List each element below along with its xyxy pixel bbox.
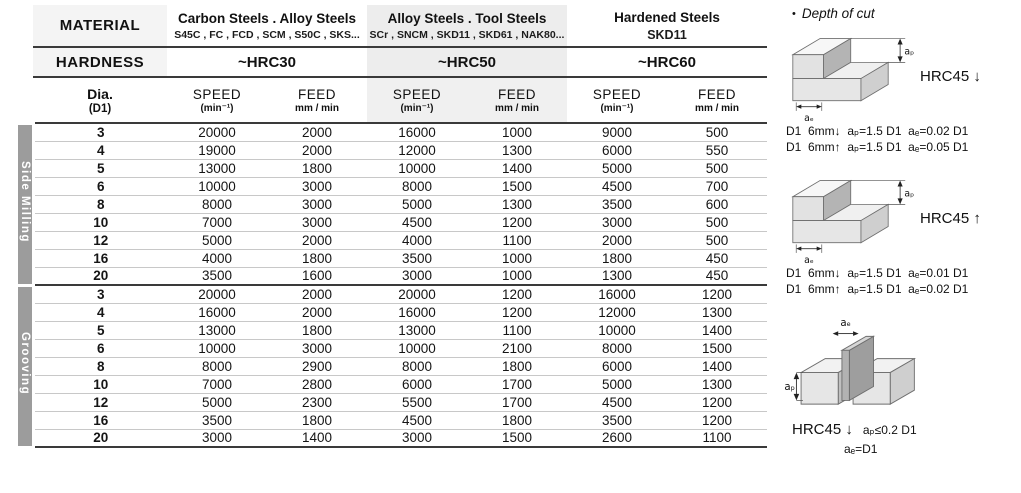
- table-row: [18, 429, 767, 447]
- grooving-section: [18, 285, 767, 447]
- table-row: [18, 267, 767, 285]
- speed-value: 16000: [167, 303, 267, 321]
- feed-value: 1100: [467, 231, 567, 249]
- ae-dimension-label: aₑ: [840, 318, 851, 330]
- feed-value: 2900: [267, 357, 367, 375]
- group-title: Hardened Steels: [614, 9, 720, 25]
- speed-value: 8000: [367, 177, 467, 195]
- dia-sub-label: (D1): [88, 102, 112, 115]
- speed-value: 13000: [167, 321, 267, 339]
- spacer: [18, 77, 33, 123]
- hrc-condition-label: HRC45 ↓: [792, 421, 853, 438]
- feed-value: 1500: [467, 177, 567, 195]
- speed-value: 10000: [167, 339, 267, 357]
- feed-value: 1800: [267, 159, 367, 177]
- table-row: [18, 393, 767, 411]
- speed-value: 20000: [167, 123, 267, 141]
- speed-value: 10000: [567, 321, 667, 339]
- hrc-condition-label: HRC45 ↑: [920, 209, 981, 227]
- table-row: [18, 375, 767, 393]
- group-subtitle: SCr , SNCM , SKD11 , SKD61 , NAK80...: [369, 28, 565, 41]
- speed-value: 6000: [567, 141, 667, 159]
- depth-of-cut-title: [792, 6, 1020, 21]
- speed-value: 8000: [167, 195, 267, 213]
- speed-value: 7000: [167, 375, 267, 393]
- feed-value: 450: [667, 249, 767, 267]
- feed-value: 1200: [467, 303, 567, 321]
- speed-value: 3000: [367, 429, 467, 447]
- feed-value: 1200: [467, 285, 567, 303]
- dia-value: 8: [33, 195, 167, 213]
- feed-value: 1300: [467, 141, 567, 159]
- feed-value: 1800: [267, 321, 367, 339]
- speed-value: 3000: [367, 267, 467, 285]
- section-label-side-milling: [18, 123, 33, 285]
- table-row: [18, 177, 767, 195]
- speed-value: 2600: [567, 429, 667, 447]
- feed-value: 1400: [667, 357, 767, 375]
- table-row: [18, 213, 767, 231]
- depth-note-side-milling-hard: [778, 171, 1020, 297]
- ap-dimension-label: aₚ: [904, 188, 915, 200]
- speed-value: 16000: [367, 123, 467, 141]
- speed-value: 20000: [167, 285, 267, 303]
- feed-header: FEED mm / min: [667, 77, 767, 123]
- step-cut-diagram: [786, 171, 918, 265]
- ap-dimension-label: aₚ: [904, 46, 915, 58]
- dia-value: 12: [33, 231, 167, 249]
- speed-value: 6000: [567, 357, 667, 375]
- speed-value: 8000: [567, 339, 667, 357]
- feed-value: 1800: [467, 357, 567, 375]
- dia-value: 5: [33, 159, 167, 177]
- hrc-condition-label: HRC45 ↓: [920, 67, 981, 85]
- spacer: [18, 5, 33, 47]
- feed-value: 1100: [667, 429, 767, 447]
- dia-value: 3: [33, 123, 167, 141]
- cutting-conditions-table: [18, 5, 767, 449]
- hardness-value-hrc50: ~HRC50: [367, 47, 567, 77]
- ap-dimension-label: aₚ: [784, 382, 795, 394]
- section-label-text: Grooving: [18, 331, 31, 396]
- speed-header: SPEED (min⁻¹): [567, 77, 667, 123]
- bullet-icon: •: [792, 8, 796, 20]
- table-row: [18, 357, 767, 375]
- speed-value: 10000: [367, 339, 467, 357]
- dia-value: 4: [33, 303, 167, 321]
- speed-value: 5000: [567, 375, 667, 393]
- spacer: [18, 47, 33, 77]
- dia-value: 10: [33, 213, 167, 231]
- speed-value: 10000: [167, 177, 267, 195]
- dia-value: 4: [33, 141, 167, 159]
- depth-formula: aₑ=D1: [844, 442, 878, 456]
- feed-value: 1200: [667, 285, 767, 303]
- table-row: [18, 303, 767, 321]
- feed-value: 2000: [267, 123, 367, 141]
- section-label-grooving: [18, 285, 33, 447]
- feed-value: 2800: [267, 375, 367, 393]
- material-group-carbon-alloy-steels: [167, 5, 367, 47]
- dia-header: [33, 77, 167, 123]
- table-row: [18, 249, 767, 267]
- speed-value: 13000: [367, 321, 467, 339]
- material-group-alloy-tool-steels: [367, 5, 567, 47]
- feed-value: 500: [667, 231, 767, 249]
- feed-value: 2100: [467, 339, 567, 357]
- feed-value: 550: [667, 141, 767, 159]
- table-row: [18, 321, 767, 339]
- speed-header: SPEED (min⁻¹): [367, 77, 467, 123]
- table-row: [18, 231, 767, 249]
- feed-value: 1000: [467, 249, 567, 267]
- speed-value: 2000: [567, 231, 667, 249]
- group-title: Alloy Steels . Tool Steels: [387, 10, 547, 26]
- ae-dimension-label: aₑ: [804, 113, 814, 123]
- speed-value: 5500: [367, 393, 467, 411]
- dia-label: Dia.: [87, 85, 113, 102]
- feed-value: 1200: [467, 213, 567, 231]
- speed-value: 3500: [367, 249, 467, 267]
- dia-value: 8: [33, 357, 167, 375]
- table-row: [18, 159, 767, 177]
- material-header-row: [18, 5, 767, 47]
- speed-value: 3000: [167, 429, 267, 447]
- feed-value: 500: [667, 123, 767, 141]
- speed-value: 5000: [367, 195, 467, 213]
- feed-value: 1300: [467, 195, 567, 213]
- speed-value: 5000: [167, 231, 267, 249]
- speed-value: 6000: [367, 375, 467, 393]
- speed-value: 5000: [567, 159, 667, 177]
- feed-value: 2000: [267, 285, 367, 303]
- feed-value: 3000: [267, 339, 367, 357]
- dia-value: 10: [33, 375, 167, 393]
- feed-value: 3000: [267, 195, 367, 213]
- group-subtitle: SKD11: [647, 27, 687, 42]
- feed-value: 1500: [667, 339, 767, 357]
- feed-value: 1600: [267, 267, 367, 285]
- feed-value: 1700: [467, 393, 567, 411]
- speed-value: 1300: [567, 267, 667, 285]
- feed-value: 2300: [267, 393, 367, 411]
- hardness-row: [18, 47, 767, 77]
- speed-value: 9000: [567, 123, 667, 141]
- speed-value: 8000: [367, 357, 467, 375]
- feed-value: 1500: [467, 429, 567, 447]
- speed-value: 16000: [367, 303, 467, 321]
- dia-value: 12: [33, 393, 167, 411]
- speed-value: 3500: [567, 195, 667, 213]
- depth-note-grooving: [778, 315, 1020, 457]
- feed-value: 1400: [467, 159, 567, 177]
- speed-value: 4500: [367, 411, 467, 429]
- dia-value: 6: [33, 339, 167, 357]
- table-row: [18, 195, 767, 213]
- feed-value: 1000: [467, 267, 567, 285]
- feed-value: 2000: [267, 141, 367, 159]
- speed-value: 4000: [167, 249, 267, 267]
- speed-header: SPEED (min⁻¹): [167, 77, 267, 123]
- feed-value: 1700: [467, 375, 567, 393]
- feed-value: 700: [667, 177, 767, 195]
- table-row: [18, 285, 767, 303]
- feed-value: 500: [667, 159, 767, 177]
- table-row: [18, 411, 767, 429]
- speed-value: 4500: [567, 393, 667, 411]
- feed-value: 600: [667, 195, 767, 213]
- feed-value: 500: [667, 213, 767, 231]
- dia-value: 5: [33, 321, 167, 339]
- dia-value: 16: [33, 249, 167, 267]
- depth-formula: D1 6mm↑ aₚ=1.5 D1 aₑ=0.02 D1: [786, 282, 969, 296]
- feed-header: FEED mm / min: [267, 77, 367, 123]
- dia-value: 20: [33, 267, 167, 285]
- material-group-hardened-steels: [567, 5, 767, 47]
- dia-value: 20: [33, 429, 167, 447]
- speed-value: 4500: [367, 213, 467, 231]
- feed-value: 1300: [667, 375, 767, 393]
- feed-value: 2000: [267, 303, 367, 321]
- feed-value: 450: [667, 267, 767, 285]
- feed-value: 1100: [467, 321, 567, 339]
- group-subtitle: S45C , FC , FCD , SCM , S50C , SKS...: [174, 28, 360, 41]
- depth-of-cut-title-text: Depth of cut: [801, 6, 875, 21]
- table-row: [18, 141, 767, 159]
- feed-value: 2000: [267, 231, 367, 249]
- speed-value: 1800: [567, 249, 667, 267]
- dia-value: 6: [33, 177, 167, 195]
- section-label-text: Side Milling: [18, 160, 31, 243]
- feed-value: 1800: [267, 411, 367, 429]
- feed-header: FEED mm / min: [467, 77, 567, 123]
- step-cut-diagram: [786, 29, 918, 123]
- feed-value: 1200: [667, 411, 767, 429]
- speed-value: 4500: [567, 177, 667, 195]
- speed-feed-table: [18, 5, 767, 449]
- feed-value: 1400: [667, 321, 767, 339]
- speed-value: 5000: [167, 393, 267, 411]
- feed-value: 1000: [467, 123, 567, 141]
- hardness-value-hrc30: ~HRC30: [167, 47, 367, 77]
- speed-value: 19000: [167, 141, 267, 159]
- speed-value: 12000: [567, 303, 667, 321]
- speed-value: 16000: [567, 285, 667, 303]
- feed-value: 3000: [267, 213, 367, 231]
- depth-note-side-milling-soft: [778, 29, 1020, 155]
- feed-value: 1800: [267, 249, 367, 267]
- dia-value: 3: [33, 285, 167, 303]
- grooving-depth-line: [792, 421, 1020, 438]
- column-header-row: [18, 77, 767, 123]
- depth-formula: D1 6mm↓ aₚ=1.5 D1 aₑ=0.01 D1: [786, 266, 969, 280]
- speed-value: 8000: [167, 357, 267, 375]
- ae-dimension-label: aₑ: [804, 255, 814, 265]
- speed-value: 4000: [367, 231, 467, 249]
- depth-of-cut-panel: [778, 6, 1020, 457]
- feed-value: 3000: [267, 177, 367, 195]
- side-milling-section: [18, 123, 767, 285]
- table-row: [18, 123, 767, 141]
- groove-cut-diagram: [784, 315, 924, 419]
- feed-value: 1800: [467, 411, 567, 429]
- material-label: MATERIAL: [33, 5, 167, 47]
- speed-value: 7000: [167, 213, 267, 231]
- group-title: Carbon Steels . Alloy Steels: [177, 10, 357, 26]
- speed-value: 3500: [167, 267, 267, 285]
- feed-value: 1300: [667, 303, 767, 321]
- depth-formula: aₚ≤0.2 D1: [862, 423, 917, 437]
- depth-formula: D1 6mm↑ aₚ=1.5 D1 aₑ=0.05 D1: [786, 140, 969, 154]
- dia-value: 16: [33, 411, 167, 429]
- speed-value: 3500: [567, 411, 667, 429]
- depth-formula: D1 6mm↓ aₚ=1.5 D1 aₑ=0.02 D1: [786, 124, 969, 138]
- speed-value: 13000: [167, 159, 267, 177]
- hardness-value-hrc60: ~HRC60: [567, 47, 767, 77]
- feed-value: 1200: [667, 393, 767, 411]
- speed-value: 3500: [167, 411, 267, 429]
- speed-value: 10000: [367, 159, 467, 177]
- feed-value: 1400: [267, 429, 367, 447]
- speed-value: 12000: [367, 141, 467, 159]
- table-row: [18, 339, 767, 357]
- speed-value: 20000: [367, 285, 467, 303]
- hardness-label: HARDNESS: [33, 47, 167, 77]
- speed-value: 3000: [567, 213, 667, 231]
